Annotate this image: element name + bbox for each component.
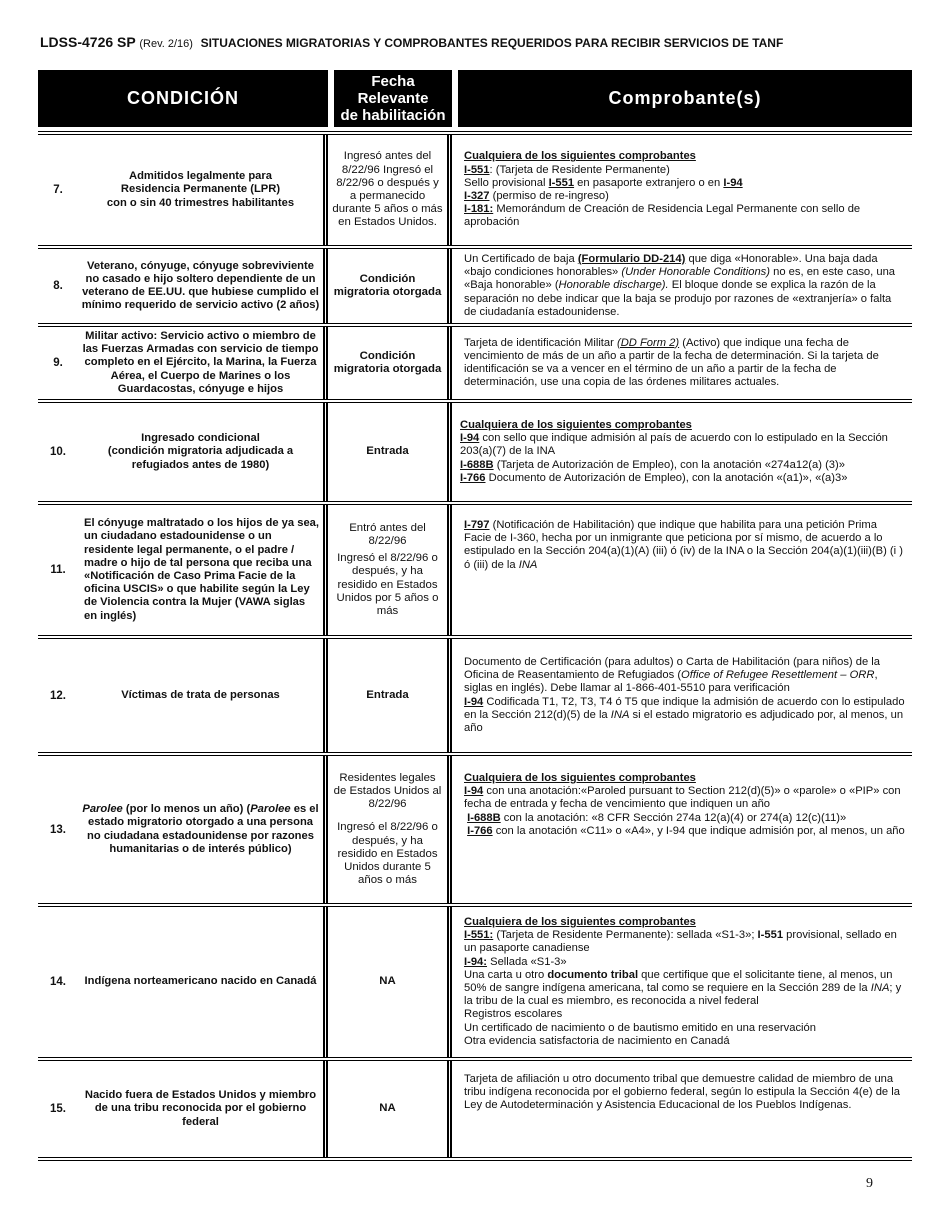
evidence-cell: [452, 756, 912, 903]
doc-code: I-688B: [467, 811, 501, 824]
evidence-text: (Tarjeta de Autorización de Empleo), con la anotación «274a12(a) (3)»: [493, 458, 845, 471]
date-text: Ingresó el 8/22/96 o después, y ha residido en Estados Unidos durante 5 años o más: [337, 821, 438, 887]
doc-code: I-327: [464, 190, 490, 202]
evidence-text: INA: [518, 558, 538, 571]
date-cell: Condición migratoria otorgada: [328, 327, 452, 399]
header-rule: [38, 127, 912, 135]
condition-text: (por lo menos un año) (: [122, 803, 251, 816]
doc-code: I-181:: [464, 203, 494, 216]
evidence-text: Memorándum de Creación de Residencia Legal Permanente con sello de aprobación: [464, 203, 861, 229]
evidence-text: Tarjeta de afiliación u otro documento tribal que demuestre calidad de miembro de una tribu indígena reconocida por el gobierno federal, según lo estipula la Sección 4(e) de la Ley de Autodeterminación y Asistencia Educacional de los Pueblos Indígenas.: [464, 1073, 900, 1112]
evidence-text: con sello que indique admisión al país de acuerdo con lo estipulado en la Sección 203(a)(7) de la INA: [460, 432, 888, 458]
evidence-text: que diga «Honorable». Una baja dada «bajo condiciones honorables»: [464, 253, 878, 279]
condition-cell: [78, 135, 328, 245]
evidence-text: Sello provisional: [464, 176, 549, 189]
evidence-text: Registros escolares: [464, 1008, 563, 1021]
condition-cell: Nacido fuera de Estados Unidos y miembro de una tribu reconocida por el gobierno federal: [78, 1061, 328, 1157]
condition-cell: [78, 756, 328, 903]
table-row: [38, 327, 912, 403]
evidence-text: con la anotación «C11» o «A4», y I-94 que indique admisión por, al menos, un año: [492, 824, 905, 837]
date-cell: [328, 756, 452, 903]
evidence-text: no es, en este caso, una «Baja honorable» (: [464, 266, 896, 292]
row-number: 10.: [50, 446, 66, 458]
evidence-text: INA: [610, 708, 630, 721]
table-row: [38, 907, 912, 1061]
evidence-cell: [452, 327, 912, 399]
evidence-heading: Cualquiera de los siguientes comprobantes: [464, 772, 696, 784]
evidence-text: Un Certificado de baja: [464, 253, 578, 265]
doc-code: I-797: [464, 519, 490, 531]
row-number: 14.: [50, 976, 66, 988]
doc-code: I-94: [460, 432, 480, 445]
evidence-text: El bloque donde se explica la razón de la separación no debe indicar que la baja se produjo por razones de «extranjería» o falta de ciudadanía estadounidense.: [464, 279, 892, 318]
row-number: 11.: [50, 564, 66, 576]
condition-line: Residencia Permanente (LPR): [120, 183, 281, 196]
evidence-heading: Cualquiera de los siguientes comprobantes: [464, 150, 696, 163]
form-code: LDSS-4726 SP: [40, 34, 136, 50]
evidence-text: Una carta u otro: [464, 968, 548, 981]
evidence-cell: [452, 907, 912, 1057]
condition-cell: Veterano, cónyuge, cónyuge sobreviviente no casado e hijo soltero dependiente de un veterano de EE.UU. que hubiese cumplido el mínimo requerido de servicio activo (2 años): [78, 249, 328, 323]
evidence-text: Un certificado de nacimiento o de bautismo emitido en una reservación: [464, 1021, 816, 1034]
evidence-text: provisional, sellado en un pasaporte canadiense: [464, 929, 897, 955]
date-cell: Condición migratoria otorgada: [328, 249, 452, 323]
table-row: [38, 1061, 912, 1161]
evidence-cell: [452, 249, 912, 323]
evidence-text: (Activo) que indique una fecha de vencimiento de más de un año a partir de la fecha de determinación. Si la tarjeta de identificación se va a vencer en el término de un año a partir de la fecha de determinación, use una copia de las órdenes militares actuales.: [464, 336, 879, 389]
evidence-cell: [452, 135, 912, 245]
evidence-text: si el estado migratorio es adjudicado por, al menos, un año: [464, 708, 904, 734]
evidence-text: INA: [870, 982, 890, 994]
table-row: [38, 505, 912, 639]
doc-code: I-766: [467, 824, 493, 837]
evidence-text: , siglas en inglés). Debe llamar al 1-866-401-5510 para verificación: [464, 669, 878, 695]
row-number: 9.: [53, 357, 63, 369]
table-row: [38, 756, 912, 907]
condition-line: refugiados antes de 1980): [131, 458, 270, 471]
date-cell: [328, 505, 452, 635]
row-number: 13.: [50, 823, 66, 836]
evidence-text: Documento de Autorización de Empleo), con la anotación «(a1)», «(a)3»: [485, 471, 848, 484]
evidence-text: Otra evidencia satisfactoria de nacimiento en Canadá: [464, 1034, 730, 1047]
status-table: [38, 70, 912, 1161]
table-row: [38, 639, 912, 756]
evidence-text: (Notificación de Habilitación) que indique que habilita para una petición Prima Facie de I-360, hecha por un inmigrante que peticiona por sí mismo, de acuerdo a lo estipulado en la Sección 204(a)(1)(A) (iii) ó (iv) de la INA o la Sección 204(a)(1)(iii)(B) (i ) ó (iii) de la: [464, 519, 903, 571]
evidence-cell: [452, 1061, 912, 1157]
doc-code: I-94: [464, 695, 484, 708]
condition-text: Parolee: [250, 803, 291, 816]
date-cell: Entrada: [328, 639, 452, 752]
fecha-header-line1: Fecha Relevante: [357, 73, 429, 107]
evidence-cell: [452, 639, 912, 752]
column-header-condicion: CONDICIÓN: [38, 70, 328, 127]
date-cell: NA: [328, 907, 452, 1057]
column-header-fecha: [334, 70, 452, 127]
date-text: Ingresó el 8/22/96 o después, y ha residido en Estados Unidos por 5 años o más: [336, 552, 439, 617]
condition-cell: Indígena norteamericano nacido en Canadá: [78, 907, 328, 1057]
condition-line: Admitidos legalmente para: [128, 170, 272, 183]
condition-cell: [78, 403, 328, 501]
doc-code: (DD Form 2): [616, 336, 680, 349]
doc-code: I-551: [757, 929, 784, 942]
date-cell: NA: [328, 1061, 452, 1157]
page-title: SITUACIONES MIGRATORIAS Y COMPROBANTES REQUERIDOS PARA RECIBIR SERVICIOS DE TANF: [200, 36, 784, 50]
evidence-heading: Cualquiera de los siguientes comprobantes: [460, 418, 692, 431]
evidence-text: Honorable discharge).: [558, 279, 669, 292]
evidence-text: con una anotación:«Paroled pursuant to Section 212(d)(5)» o «parole» o «PIP» con fecha de entrada y fecha de vencimiento que indiquen un año: [464, 785, 901, 811]
evidence-text: (Tarjeta de Residente Permanente): sellada «S1-3»;: [493, 929, 758, 942]
page-number: 9: [866, 1176, 873, 1191]
fecha-header-line2: de habilitación: [340, 107, 446, 124]
table-row: [38, 249, 912, 327]
table-header: [38, 70, 912, 127]
column-header-comprobantes: Comprobante(s): [458, 70, 912, 127]
condition-text: Parolee: [82, 803, 123, 816]
evidence-text: Tarjeta de identificación Militar: [464, 336, 617, 349]
doc-code: I-94:: [464, 955, 488, 968]
condition-line: con o sin 40 trimestres habilitantes: [106, 196, 295, 209]
evidence-text: documento tribal: [547, 968, 639, 981]
condition-cell: El cónyuge maltratado o los hijos de ya sea, un ciudadano estadounidense o un residente legal permanente, o el padre / madre o hijo de tal persona que reciba una «Notificación de Caso Prima Facie de la oficina USCIS» o que habilite según la Ley de Violencia contra la Mujer (VAWA siglas en inglés): [78, 505, 328, 635]
evidence-text: Office of Refugee Resettlement – ORR: [681, 669, 875, 682]
row-number: 15.: [50, 1103, 66, 1115]
date-text: Entró antes del 8/22/96: [349, 521, 426, 547]
evidence-text: Sellada «S1-3»: [487, 955, 567, 968]
doc-code: I-94: [464, 785, 484, 798]
table-row: [38, 403, 912, 505]
doc-code: (Formulario DD-214): [577, 253, 686, 265]
evidence-text: (Under Honorable Conditions): [621, 266, 770, 279]
condition-text: es el estado migratorio otorgado a una persona no ciudadana estadounidense por razones humanitarias o de interés público): [87, 803, 319, 855]
evidence-cell: [452, 403, 912, 501]
date-cell: Entrada: [328, 403, 452, 501]
row-number: 7.: [53, 184, 63, 196]
doc-code: I-688B: [460, 458, 494, 471]
evidence-text: : (Tarjeta de Residente Permanente): [489, 163, 670, 176]
condition-line: (condición migratoria adjudicada a: [107, 445, 294, 458]
evidence-text: con la anotación: «8 CFR Sección 274a 12(a)(4) or 274(a) 12(c)(11)»: [500, 811, 847, 824]
row-number: 8.: [53, 280, 63, 292]
evidence-text: que certifique que el solicitante tiene, al menos, un 50% de sangre indígena americana, tal como se requiere en la Sección 289 de la: [464, 968, 893, 994]
evidence-cell: [452, 505, 912, 635]
date-cell: Ingresó antes del 8/22/96 Ingresó el 8/22/96 o después y a permanecido durante 5 años o más en Estados Unidos.: [328, 135, 452, 245]
form-revision: (Rev. 2/16): [139, 38, 193, 50]
doc-code: I-551: [548, 176, 575, 189]
doc-code: I-766: [460, 471, 486, 484]
evidence-text: (permiso de re-ingreso): [489, 190, 609, 202]
condition-cell: Víctimas de trata de personas: [78, 639, 328, 752]
doc-code: I-94: [723, 176, 743, 189]
row-number: 12.: [50, 689, 66, 702]
evidence-text: Documento de Certificación (para adultos) o Carta de Habilitación (para niños) de la Oficina de Reasentamiento de Refugiados (: [464, 655, 881, 682]
date-text: Residentes legales de Estados Unidos al 8/22/96: [333, 771, 442, 811]
evidence-text: ; y la tribu de la cual es miembro, es reconocida a nivel federal: [464, 982, 902, 1008]
table-row: [38, 135, 912, 249]
evidence-text: Codificada T1, T2, T3, T4 ó T5 que indique la admisión de acuerdo con lo estipulado en la Sección 212(d)(5) de la: [464, 695, 905, 721]
evidence-text: en pasaporte extranjero o en: [574, 176, 724, 189]
page-header: [40, 34, 920, 50]
condition-cell: Militar activo: Servicio activo o miembro de las Fuerzas Armadas con servicio de tiempo completo en el Ejército, la Marina, la Fuerza Aérea, el Cuerpo de Marines o los Guardacostas, cónyuge e hijos: [78, 327, 328, 399]
evidence-heading: Cualquiera de los siguientes comprobantes: [464, 915, 696, 928]
condition-line: Ingresado condicional: [141, 432, 260, 445]
doc-code: I-551: [464, 163, 490, 176]
doc-code: I-551:: [464, 929, 494, 942]
